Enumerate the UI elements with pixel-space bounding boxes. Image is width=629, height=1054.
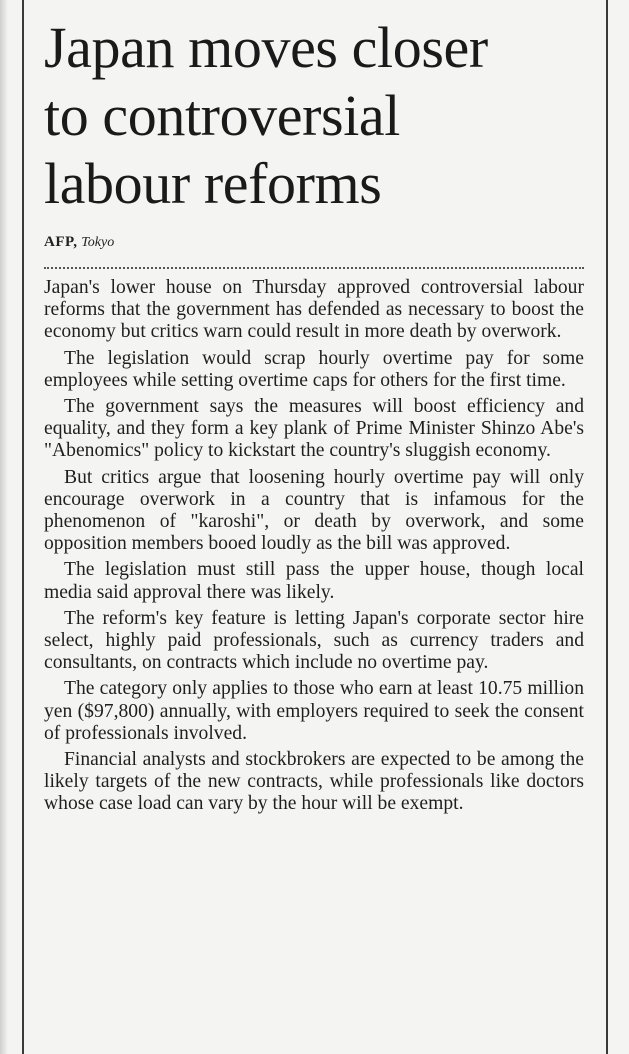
paragraph: But critics argue that loosening hourly overtime pay will only encourage overwork in a country that is infamous for the phenomenon of "karoshi", or death by overwork, and some opposition members booed loudly as the bill was approved. bbox=[44, 466, 584, 555]
paragraph: The reform's key feature is letting Japan's corporate sector hire select, highly paid professionals, such as currency traders and consultants, on contracts which include no overtime pay. bbox=[44, 607, 584, 674]
paragraph: The government says the measures will boost efficiency and equality, and they form a key plank of Prime Minister Shinzo Abe's "Abenomics" policy to kickstart the country's sluggish economy. bbox=[44, 396, 584, 462]
byline bbox=[44, 232, 584, 253]
column-rule-right bbox=[606, 0, 608, 1054]
dotted-divider bbox=[44, 267, 584, 269]
paragraph: The legislation must still pass the upper house, though local media said approval there was likely. bbox=[44, 559, 584, 603]
headline-line-1: Japan moves closer bbox=[44, 15, 488, 80]
page-shadow-edge bbox=[0, 0, 8, 1054]
paragraph: The category only applies to those who earn at least 10.75 million yen ($97,800) annually, with employers required to seek the consent of professionals involved. bbox=[44, 678, 584, 744]
paragraph: Financial analysts and stockbrokers are expected to be among the likely targets of the new contracts, while professionals like doctors whose case load can vary by the hour will be exempt. bbox=[44, 749, 584, 815]
byline-city: Tokyo bbox=[81, 235, 115, 250]
paragraph: Japan's lower house on Thursday approved controversial labour reforms that the government has defended as necessary to boost the economy but critics warn could result in more death by overwork. bbox=[44, 277, 584, 343]
byline-agency: AFP, bbox=[44, 234, 78, 250]
headline-line-3: labour reforms bbox=[44, 151, 382, 216]
article bbox=[44, 14, 584, 820]
article-body bbox=[44, 277, 584, 816]
headline-line-2: to controversial bbox=[44, 83, 400, 148]
paragraph: The legislation would scrap hourly overtime pay for some employees while setting overtime caps for others for the first time. bbox=[44, 347, 584, 391]
headline bbox=[44, 14, 584, 218]
column-rule-left bbox=[22, 0, 24, 1054]
